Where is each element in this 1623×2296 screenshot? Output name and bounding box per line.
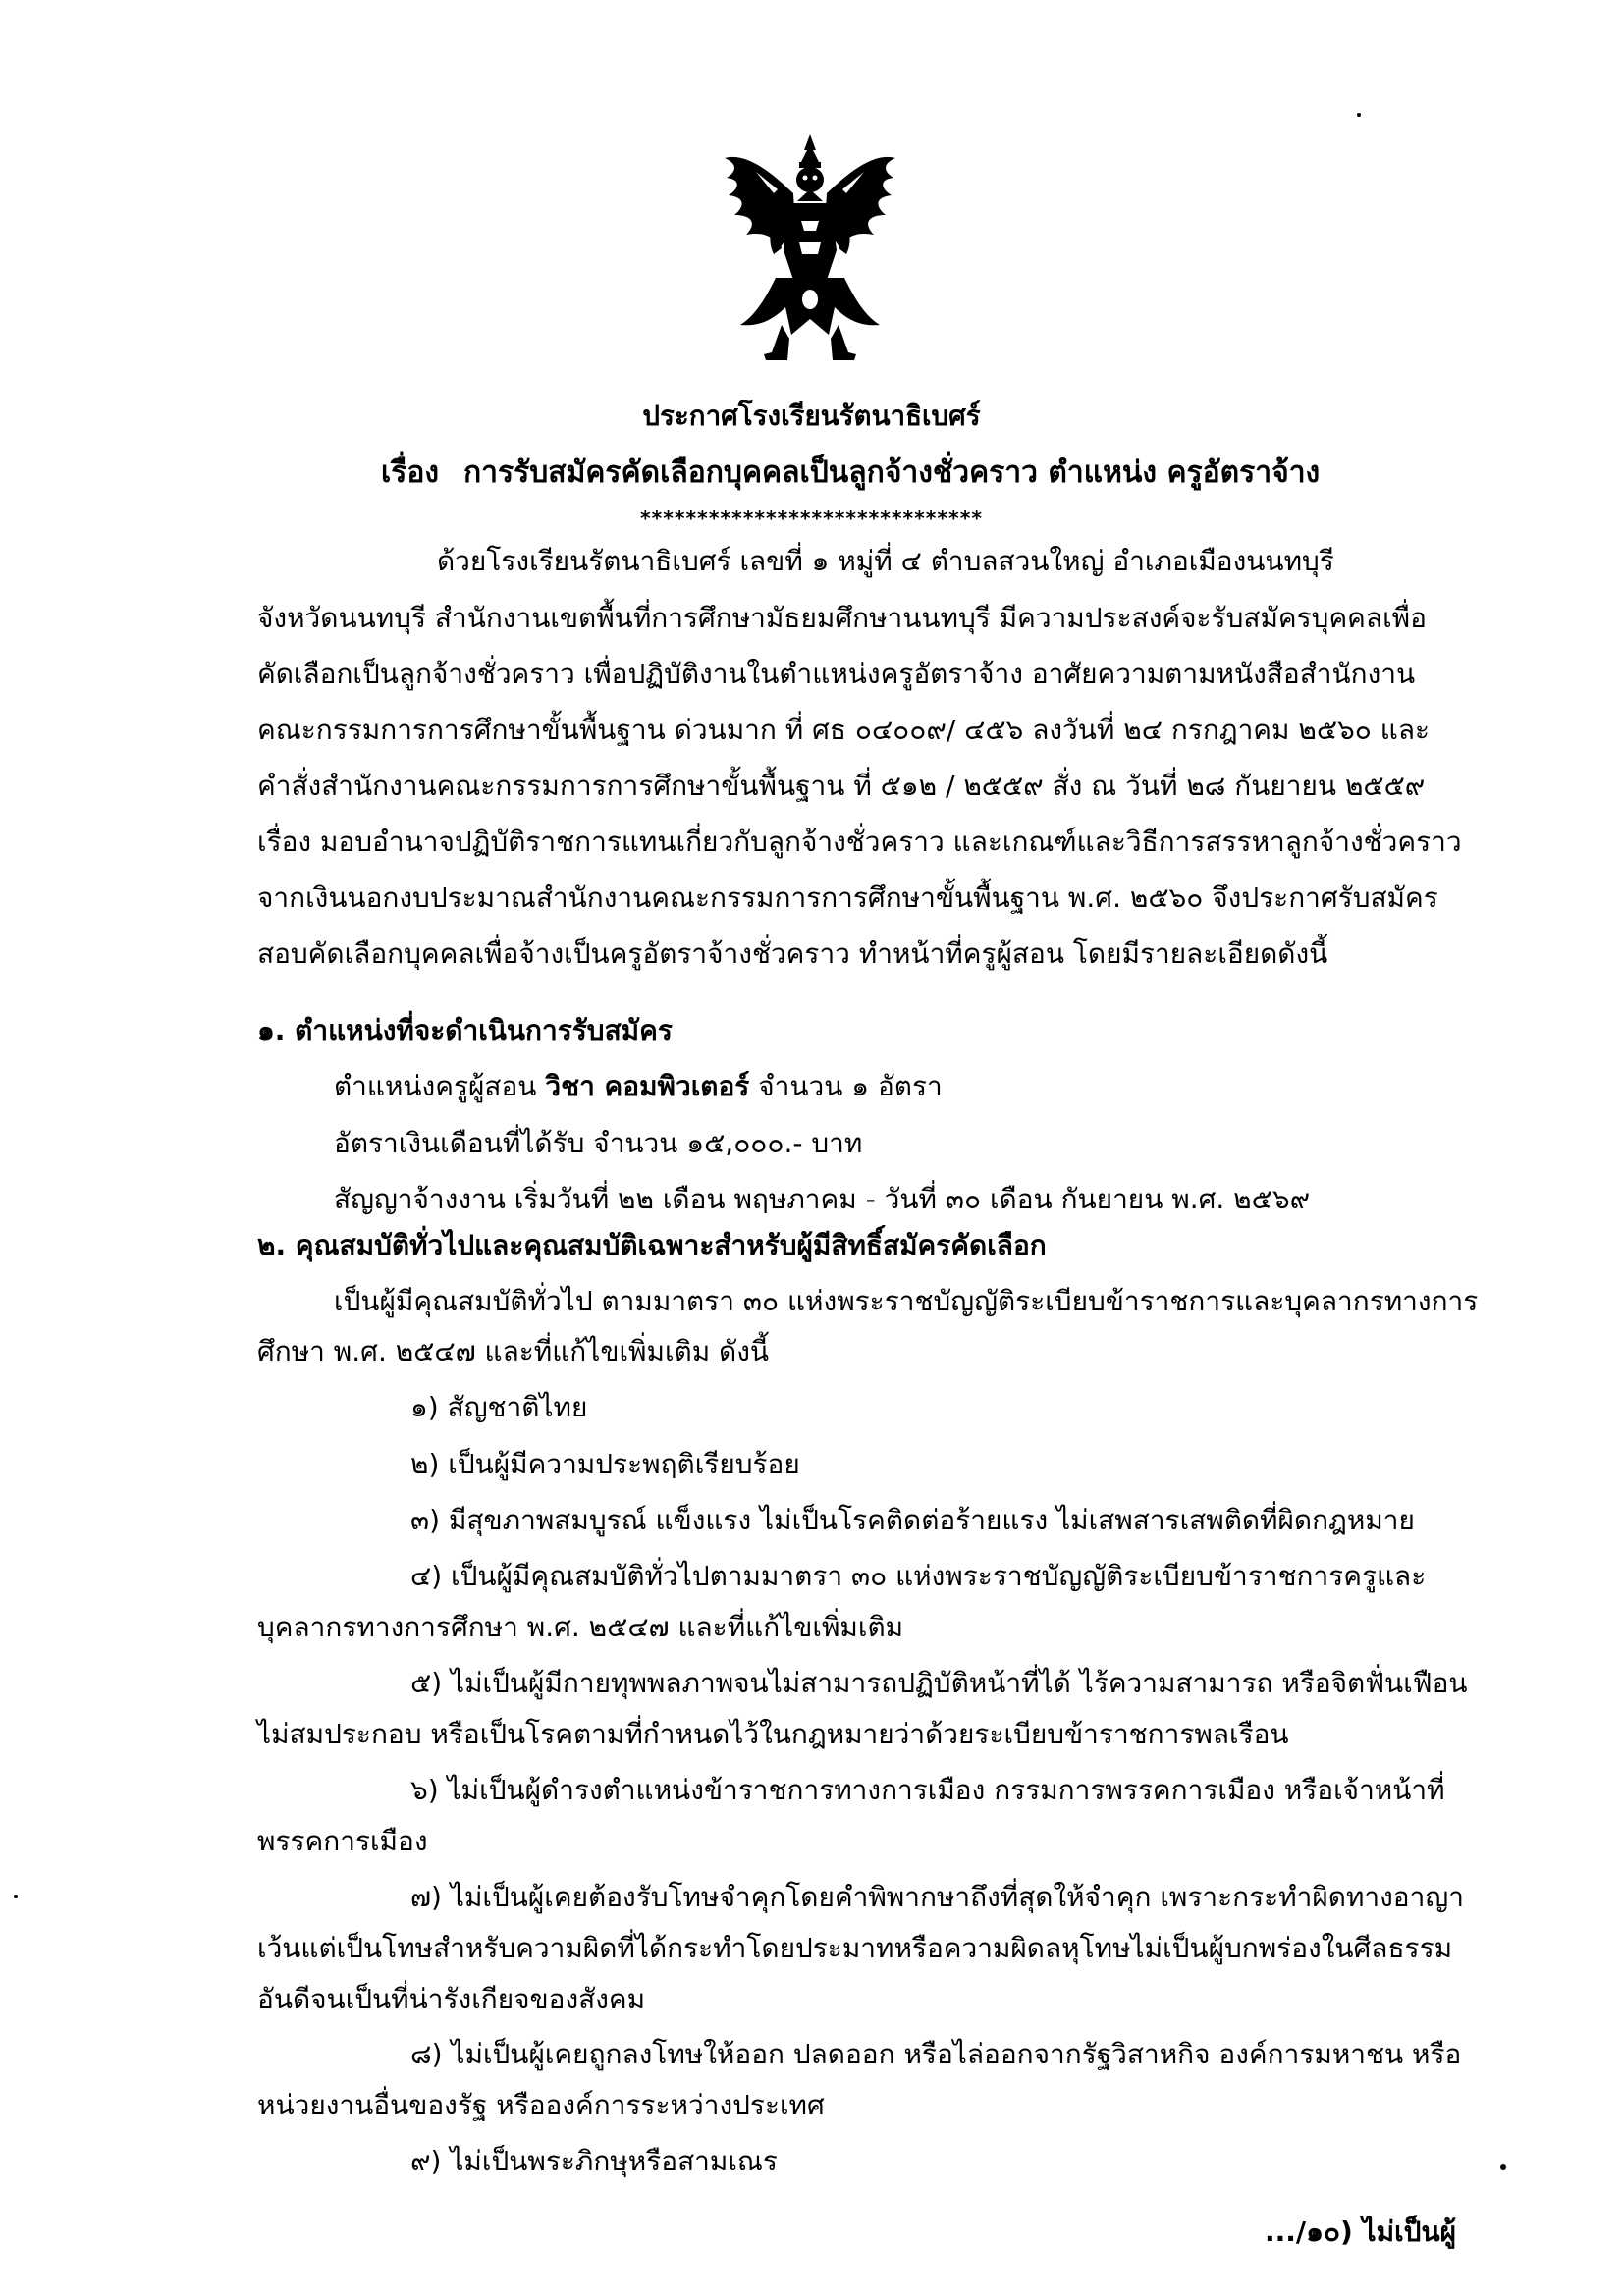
intro-line-3: คัดเลือกเป็นลูกจ้างชั่วคราว เพื่อปฏิบัติงานในตำแหน่งครูอัตราจ้าง อาศัยความตามหนังสือสำนักงาน bbox=[257, 658, 1416, 690]
intro-line-1: ด้วยโรงเรียนรัตนาธิเบศร์ เลขที่ ๑ หมู่ที่ ๔ ตำบลสวนใหญ่ อำเภอเมืองนนทบุรี bbox=[437, 545, 1334, 577]
scan-speck bbox=[1357, 113, 1361, 117]
qualification-item-6-cont: พรรคการเมือง bbox=[257, 1825, 428, 1857]
section-1-heading: ๑. ตำแหน่งที่จะดำเนินการรับสมัคร bbox=[257, 1014, 673, 1046]
intro-line-2: จังหวัดนนทบุรี สำนักงานเขตพื้นที่การศึกษามัธยมศึกษานนทบุรี มีความประสงค์จะรับสมัครบุคคลเพื่อ bbox=[257, 602, 1427, 634]
intro-line-6: เรื่อง มอบอำนาจปฏิบัติราชการแทนเกี่ยวกับลูกจ้างชั่วคราว และเกณฑ์และวิธีการสรรหาลูกจ้างชั่วคราว bbox=[257, 826, 1462, 858]
intro-line-5: คำสั่งสำนักงานคณะกรรมการการศึกษาขั้นพื้นฐาน ที่ ๕๑๒ / ๒๕๕๙ สั่ง ณ วันที่ ๒๘ กันยายน ๒๕๕๙ bbox=[257, 770, 1426, 802]
star-divider: ****************************** bbox=[640, 507, 983, 530]
qualification-item-1: ๑) สัญชาติไทย bbox=[410, 1391, 588, 1423]
position-suffix: จำนวน ๑ อัตรา bbox=[758, 1070, 943, 1102]
qualification-item-6: ๖) ไม่เป็นผู้ดำรงตำแหน่งข้าราชการทางการเมือง กรรมการพรรคการเมือง หรือเจ้าหน้าที่ bbox=[410, 1774, 1445, 1806]
contract-line: สัญญาจ้างงาน เริ่มวันที่ ๒๒ เดือน พฤษภาคม - วันที่ ๓๐ เดือน กันยายน พ.ศ. ๒๕๖๙ bbox=[334, 1183, 1311, 1215]
position-prefix: ตำแหน่งครูผู้สอน bbox=[334, 1070, 537, 1102]
section-2-intro-2: ศึกษา พ.ศ. ๒๕๔๗ และที่แก้ไขเพิ่มเติม ดังนี้ bbox=[257, 1335, 770, 1367]
announcement-title: ประกาศโรงเรียนรัตนาธิเบศร์ bbox=[642, 400, 981, 432]
qualification-item-9: ๙) ไม่เป็นพระภิกษุหรือสามเณร bbox=[410, 2145, 778, 2177]
section-2-heading: ๒. คุณสมบัติทั่วไปและคุณสมบัติเฉพาะสำหรับผู้มีสิทธิ์สมัครคัดเลือก bbox=[257, 1229, 1047, 1261]
salary-line: อัตราเงินเดือนที่ได้รับ จำนวน ๑๕,๐๐๐.- บาท bbox=[334, 1127, 863, 1159]
subject-label: เรื่อง bbox=[381, 455, 440, 490]
scan-speck bbox=[14, 1895, 18, 1898]
qualification-item-4-cont: บุคลากรทางการศึกษา พ.ศ. ๒๕๔๗ และที่แก้ไขเพิ่มเติม bbox=[257, 1611, 904, 1643]
section-2-intro-1: เป็นผู้มีคุณสมบัติทั่วไป ตามมาตรา ๓๐ แห่งพระราชบัญญัติระเบียบข้าราชการและบุคลากรทางการ bbox=[334, 1285, 1479, 1317]
qualification-item-7-cont-1: เว้นแต่เป็นโทษสำหรับความผิดที่ได้กระทำโดยประมาทหรือความผิดลหุโทษไม่เป็นผู้บกพร่องในศีลธรรม bbox=[257, 1932, 1453, 1964]
qualification-item-7: ๗) ไม่เป็นผู้เคยต้องรับโทษจำคุกโดยคำพิพากษาถึงที่สุดให้จำคุก เพราะกระทำผิดทางอาญา bbox=[410, 1881, 1464, 1913]
position-subject: วิชา คอมพิวเตอร์ bbox=[545, 1070, 750, 1102]
qualification-item-8: ๘) ไม่เป็นผู้เคยถูกลงโทษให้ออก ปลดออก หรือไล่ออกจากรัฐวิสาหกิจ องค์การมหาชน หรือ bbox=[410, 2038, 1462, 2070]
intro-line-4: คณะกรรมการการศึกษาขั้นพื้นฐาน ด่วนมาก ที่ ศธ ๐๔๐๐๙/ ๔๕๖ ลงวันที่ ๒๔ กรกฎาคม ๒๕๖๐ และ bbox=[257, 714, 1431, 746]
qualification-item-5-cont: ไม่สมประกอบ หรือเป็นโรคตามที่กำหนดไว้ในกฎหมายว่าด้วยระเบียบข้าราชการพลเรือน bbox=[257, 1718, 1289, 1750]
intro-line-8: สอบคัดเลือกบุคคลเพื่อจ้างเป็นครูอัตราจ้างชั่วคราว ทำหน้าที่ครูผู้สอน โดยมีรายละเอียดดังนี้ bbox=[257, 937, 1328, 970]
intro-line-7: จากเงินนอกงบประมาณสำนักงานคณะกรรมการการศึกษาขั้นพื้นฐาน พ.ศ. ๒๕๖๐ จึงประกาศรับสมัคร bbox=[257, 881, 1438, 914]
scan-speck bbox=[1500, 2164, 1506, 2170]
garuda-emblem-icon bbox=[717, 133, 903, 363]
subject-text: การรับสมัครคัดเลือกบุคคลเป็นลูกจ้างชั่วคราว ตำแหน่ง ครูอัตราจ้าง bbox=[463, 455, 1321, 490]
page-continuation: .../๑๐) ไม่เป็นผู้ bbox=[1265, 2216, 1456, 2248]
qualification-item-3: ๓) มีสุขภาพสมบูรณ์ แข็งแรง ไม่เป็นโรคติดต่อร้ายแรง ไม่เสพสารเสพติดที่ผิดกฎหมาย bbox=[410, 1504, 1415, 1536]
qualification-item-8-cont: หน่วยงานอื่นของรัฐ หรือองค์การระหว่างประเทศ bbox=[257, 2089, 825, 2121]
position-line bbox=[334, 1065, 943, 1108]
qualification-item-4: ๔) เป็นผู้มีคุณสมบัติทั่วไปตามมาตรา ๓๐ แห่งพระราชบัญญัติระเบียบข้าราชการครูและ bbox=[410, 1560, 1427, 1592]
qualification-item-5: ๕) ไม่เป็นผู้มีกายทุพพลภาพจนไม่สามารถปฏิบัติหน้าที่ได้ ไร้ความสามารถ หรือจิตฟั่นเฟือน bbox=[410, 1667, 1468, 1699]
qualification-item-7-cont-2: อันดีจนเป็นที่น่ารังเกียจของสังคม bbox=[257, 1983, 646, 2015]
qualification-item-2: ๒) เป็นผู้มีความประพฤติเรียบร้อย bbox=[410, 1448, 800, 1480]
